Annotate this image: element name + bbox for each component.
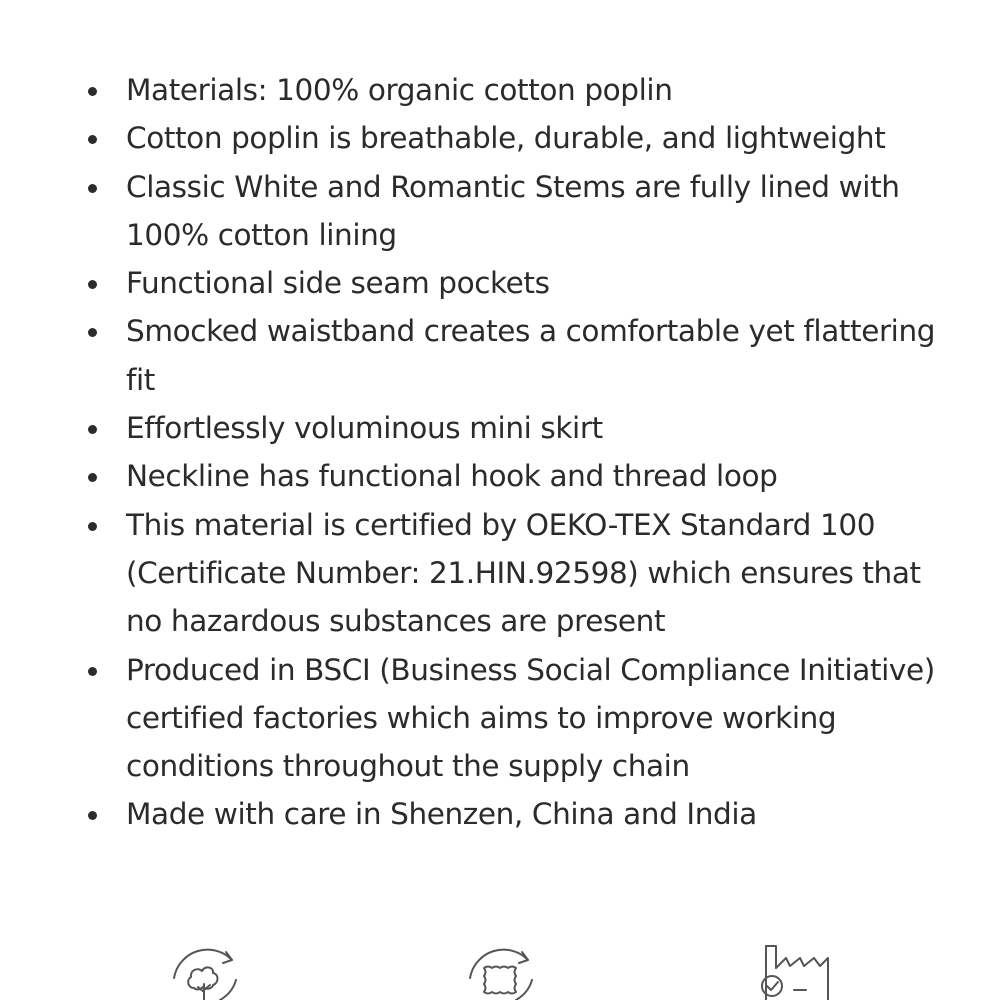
bullet-icon bbox=[88, 811, 97, 820]
bullet-icon bbox=[88, 522, 97, 531]
feature-text: Produced in BSCI (Business Social Compliance Initiative) certified factories which aims to improve working conditions throughout the supply chain bbox=[126, 652, 935, 784]
product-features-list bbox=[0, 66, 1000, 839]
bullet-icon bbox=[88, 328, 97, 337]
bullet-icon bbox=[88, 425, 97, 434]
feature-text: Smocked waistband creates a comfortable yet flattering fit bbox=[126, 314, 936, 397]
feature-text: Neckline has functional hook and thread loop bbox=[126, 459, 778, 494]
bullet-icon bbox=[88, 135, 97, 144]
feature-text: Effortlessly voluminous mini skirt bbox=[126, 411, 603, 446]
fabric-cycle-icon bbox=[456, 940, 546, 1000]
feature-bsci bbox=[0, 646, 1000, 791]
feature-mini-skirt bbox=[0, 404, 1000, 452]
sustainability-badges bbox=[0, 940, 1000, 1000]
feature-materials bbox=[0, 66, 1000, 114]
feature-text: Cotton poplin is breathable, durable, and lightweight bbox=[126, 121, 886, 156]
feature-text: Functional side seam pockets bbox=[126, 266, 550, 301]
bullet-icon bbox=[88, 280, 97, 289]
organic-cotton-cycle-icon bbox=[160, 940, 250, 1000]
bullet-icon bbox=[88, 667, 97, 676]
feature-text: Materials: 100% organic cotton poplin bbox=[126, 73, 673, 107]
feature-text: This material is certified by OEKO-TEX Standard 100 (Certificate Number: 21.HIN.92598) which ensures that no hazardous substances are present bbox=[126, 507, 921, 639]
feature-pockets bbox=[0, 259, 1000, 307]
feature-text: Made with care in Shenzen, China and India bbox=[126, 797, 757, 832]
bullet-icon bbox=[88, 473, 97, 482]
feature-made-in bbox=[0, 790, 1000, 838]
bullet-icon bbox=[88, 87, 97, 96]
factory-check-icon bbox=[750, 940, 840, 1000]
feature-oeko-tex bbox=[0, 501, 1000, 646]
feature-lining bbox=[0, 163, 1000, 260]
feature-waistband bbox=[0, 307, 1000, 404]
feature-breathable bbox=[0, 114, 1000, 162]
bullet-icon bbox=[88, 184, 97, 193]
feature-neckline bbox=[0, 452, 1000, 500]
feature-text: Classic White and Romantic Stems are fully lined with 100% cotton lining bbox=[126, 169, 900, 252]
